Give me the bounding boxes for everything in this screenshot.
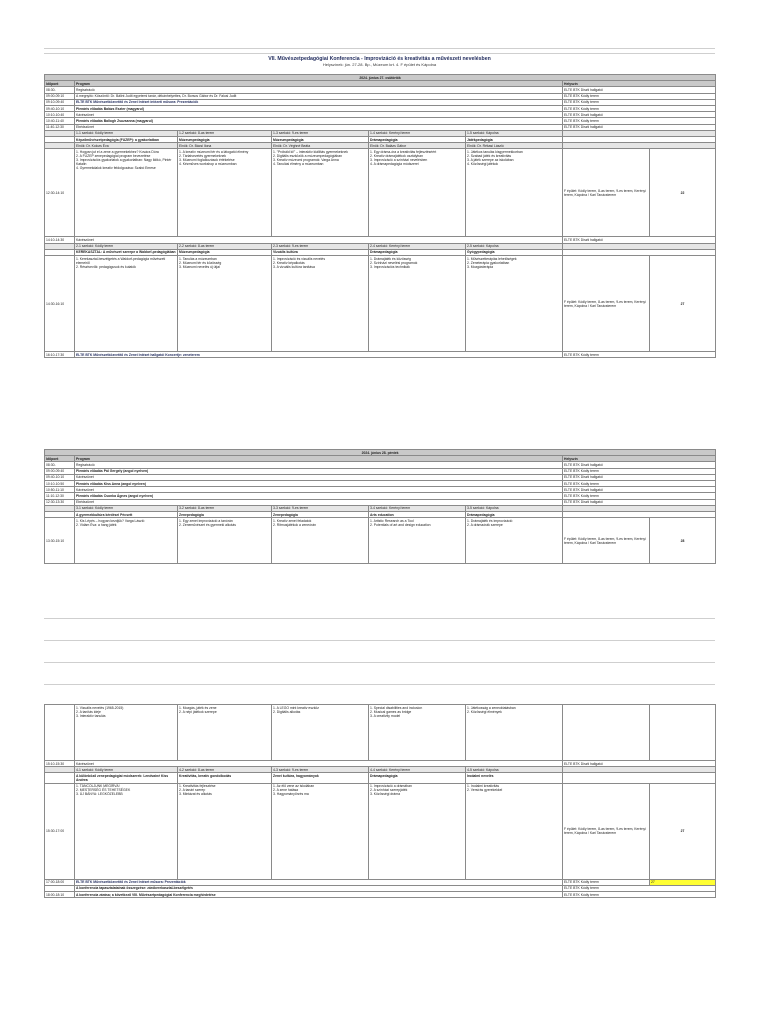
table-row <box>45 352 716 358</box>
section-label: 2-2 szekció: 8-as terem <box>178 243 272 249</box>
room-cell: ELTE BTK Kódly terem <box>563 468 716 474</box>
attendance-count: 22 <box>650 149 716 237</box>
program-cell: ELTE BTK Művészetközvetítő és Zenei Intézet intézeti műsora: Prezentációk <box>75 99 563 105</box>
talk-list: 1. A kreatív múzeumi tér és a látogatói élmény 2. Tárlatvezetés gyermekeknek 3. Múzeumi foglalkozások értékelése 4. Kézműves workshop a múzeumban <box>178 149 272 237</box>
section-topic: Zenei kultúra, hagyományok <box>272 773 369 783</box>
talks-row <box>45 783 716 879</box>
section-topic: Múzeumpedagógia <box>178 137 272 143</box>
section-topic: Vizuális kultúra <box>272 249 369 255</box>
room-cell: ELTE BTK Kódly terem <box>563 879 650 885</box>
talk-list: 1. Játékosság a zeneoktatásban 2. Közösségi élmények <box>466 705 563 761</box>
time-cell: 16:10-17:30 <box>45 352 75 358</box>
room-cell: ELTE BTK Kódly terem <box>563 493 716 499</box>
time-cell: 09:00-09:40 <box>45 468 75 474</box>
section-topic: Drámapedagógia <box>369 249 466 255</box>
room-header: Helyszín <box>563 81 716 87</box>
section-label: 1-2 szekció: 8-as terem <box>178 130 272 136</box>
program-cell: Plenáris előadás Balázs Eszter (magyarul) <box>75 106 563 112</box>
program-cell: Plenáris előadás Csonka Ágnes (angol nyelven) <box>75 493 563 499</box>
section-label: 2-4 szekció: Kerényi terem <box>369 243 466 249</box>
section-label: 2-5 szekció: Kápolna <box>466 243 563 249</box>
section-label: 4-3 szekció: 9-es terem <box>272 767 369 773</box>
section-topic: Drámapedagógia <box>369 137 466 143</box>
gridline <box>44 640 715 641</box>
time-cell: 08:30- <box>45 462 75 468</box>
highlighted-cell: 27 <box>650 879 716 885</box>
time-cell: 08:30- <box>45 87 75 93</box>
time-cell: 14:30-16:10 <box>45 256 75 352</box>
time-cell: 09:10-09:40 <box>45 99 75 105</box>
room-cell: ELTE BTK Kódly terem <box>563 892 716 898</box>
time-cell: 17:00-18:00 <box>45 879 75 885</box>
talks-row <box>45 705 716 761</box>
day1-schedule-table <box>44 74 716 358</box>
section-label: 3-5 szekció: Kápolna <box>466 505 563 511</box>
time-cell: 10:10-10:40 <box>45 112 75 118</box>
program-cell: Kávészünet <box>75 487 563 493</box>
room-cell: ELTE BTK Díszti hallgatói <box>563 124 716 130</box>
section-chair: Elnök: Dr. Kolozs Éva <box>75 143 178 149</box>
section-topic: Zenepedagógia <box>178 512 272 518</box>
program-cell: Ebédszünet <box>75 499 563 505</box>
gridline <box>44 48 715 49</box>
attendance-count: 27 <box>650 256 716 352</box>
time-header: Időpont <box>45 81 75 87</box>
talk-list: 1. Hogyan jut el a zene a gyermekekhez? Kovács Dóra 2. A FUZEP zenepedagógiai program bevezetése 3. Improvizációs gyakorlatok a gyakorlatban: Nagy Ildikó, Pintér Katalin 4. Gyermekdalok kreatív feldolgozása: Szabó Emese <box>75 149 178 237</box>
program-cell: Kávészünet <box>75 761 563 767</box>
room-header: Helyszín <box>563 456 716 462</box>
room-cell: ELTE BTK Kódly terem <box>563 93 716 99</box>
talks-row <box>45 149 716 237</box>
section-topic: Drámapedagógia <box>466 512 563 518</box>
time-cell: 09:40-10:10 <box>45 106 75 112</box>
section-label: 1-3 szekció: 9-es terem <box>272 130 369 136</box>
room-cell: ELTE BTK Díszti hallgatói <box>563 487 716 493</box>
section-topic: Múzeumpedagógia <box>272 137 369 143</box>
talk-list: 1. Special disabilities and inclusion 2. Musical games as bridge 3. A creativity model <box>369 705 466 761</box>
room-cell: ELTE BTK Díszti hallgatói <box>563 474 716 480</box>
time-cell: 09:40-10:10 <box>45 474 75 480</box>
room-cell: ELTE BTK Díszti hallgatói <box>563 87 716 93</box>
talk-list: 1. Kis Lépés – hogyan kezdjük? Varga László 2. Vidám Éva: a hang játék <box>75 518 178 564</box>
section-label: 1-5 szekció: Kápolna <box>466 130 563 136</box>
section-topic: Játékpedagógia <box>466 137 563 143</box>
time-cell: 10:40-11:40 <box>45 118 75 124</box>
section-topic: Irodalmi nevelés <box>466 773 563 783</box>
talk-list: 1. Mozgás, játék és zene 2. A népi játékok szerepe <box>178 705 272 761</box>
section-topic: Gyógypedagógia <box>466 249 563 255</box>
talk-list: 1. Művészetterápiás lehetőségek 2. Zeneterápia gyakorlatban 3. Mozgásterápia <box>466 256 563 352</box>
section-topic: Kreativitás, kreatív gondolkodás <box>178 773 272 783</box>
program-cell: Kávészünet <box>75 112 563 118</box>
section-topic-row <box>45 773 716 783</box>
time-header: Időpont <box>45 456 75 462</box>
section-topic: Arts education <box>369 512 466 518</box>
day-title: 2024. június 28. péntek <box>45 450 716 456</box>
talk-list: 1. Kreatív zenei feladatok 2. Ritmusjátékok a zeneórán <box>272 518 369 564</box>
talk-list: 1. TÁNCOLJUNK MEGÍRVA! 2. MESTERSÉG ÉS TEHETSÉGEK 3. ÚJ BÁNYA: LEGKÖZELEBB <box>75 783 178 879</box>
day-title: 2024. június 27. csütörtök <box>45 75 716 81</box>
section-chair: Elnök: Dr. Bácsi Ilona <box>178 143 272 149</box>
room-cell: ELTE BTK Kódly terem <box>563 352 716 358</box>
talk-list: 1. Drámajáték és közösség 2. Színházi nevelési programok 3. Improvizációs technikák <box>369 256 466 352</box>
talks-row <box>45 256 716 352</box>
talk-list: 1. "Próbáld ki!" – interaktív kiállítás gyermekeknek 2. Digitális eszközök a múzeumpedagógiában 3. Kreatív múzeumi programok: Varga Anna 4. Tanulási élmény a múzeumban <box>272 149 369 237</box>
section-topic: Drámapedagógia <box>369 773 466 783</box>
time-cell: 11:40-12:30 <box>45 124 75 130</box>
program-cell: Regisztráció <box>75 87 563 93</box>
section-chair: Elnök: Dr. Véghné Beáta <box>272 143 369 149</box>
room-cell: ELTE BTK Díszti hallgatói <box>563 462 716 468</box>
time-cell: 10:50-11:10 <box>45 487 75 493</box>
section-label: 3-2 szekció: 8-as terem <box>178 505 272 511</box>
talk-list: 1. Az élő zene az iskolában 2. A zene hatása 3. Hagyományőrzés ma <box>272 783 369 879</box>
room-cell: F épület: Kódly terem, 8-as terem, 9-es terem, Kerényi terem, Kápolna / Kari Tanácsterem <box>563 783 650 879</box>
time-cell: 12:30-13:30 <box>45 499 75 505</box>
attendance-count: 27 <box>650 783 716 879</box>
room-cell: F épület: Kódly terem, 8-as terem, 9-es terem, Kerényi terem, Kápolna / Kari Tanácsterem <box>563 518 650 564</box>
room-cell: ELTE BTK Kódly terem <box>563 118 716 124</box>
talk-list: 1. Tanulás a múzeumban 2. Múzeumi tér és közösség 3. Múzeumi nevelés új útjai <box>178 256 272 352</box>
section-label: 1-4 szekció: Kerényi terem <box>369 130 466 136</box>
section-label: 3-3 szekció: 9-es terem <box>272 505 369 511</box>
document-subtitle: Helyszínek: jún. 27-28. Bp., Múzeum krt. 4. F épület és Kápolna <box>322 62 437 67</box>
room-cell: ELTE BTK Díszti hallgatói <box>563 499 716 505</box>
table-row <box>45 892 716 898</box>
program-cell: ELTE BTK Művészetközvetítő és Zenei Intézet hallgatói Koncertje: zeneterem <box>75 352 563 358</box>
time-cell: 18:00-18:10 <box>45 892 75 898</box>
section-topic: Képzőművészetpedagógia (FUZEP): a gyakorlatban <box>75 137 178 143</box>
section-label: 4-2 szekció: 8-as terem <box>178 767 272 773</box>
program-cell: Regisztráció <box>75 462 563 468</box>
talk-list: 1. Vizuális nevelés (1965-2015) 2. A tanítás ideje 3. Interaktív tanulás <box>75 705 178 761</box>
room-cell: ELTE BTK Kódly terem <box>563 106 716 112</box>
section-topic: KEREKASZTAL: A művészet szerepe a Waldorf-pedagógiában <box>76 250 176 255</box>
program-cell: ELTE BTK Művészetközvetítő és Zenei Intézet műsora: Prezentációk <box>75 879 563 885</box>
gridline <box>44 662 715 663</box>
talk-list: 1. Improvizáció és vizuális nevelés 2. Kreatív képalkotás 3. A vizuális kultúra tanítása <box>272 256 369 352</box>
room-cell: ELTE BTK Kódly terem <box>563 99 716 105</box>
section-chair: Elnök: Dr. Rékasi László <box>466 143 563 149</box>
time-cell: 11:10-12:30 <box>45 493 75 499</box>
day2-continued-table <box>44 704 716 898</box>
program-cell: Plenáris előadás Pál Gergely (angol nyelven) <box>75 468 563 474</box>
section-topic: A gyermekkultúra kérdései Pécsett <box>75 512 178 518</box>
day2-schedule-table <box>44 449 716 564</box>
room-cell: ELTE BTK Díszti hallgatói <box>563 112 716 118</box>
talk-list: 1. Egy zenei improvizáció a tanórán 2. Zeneművészet és gyermeki alkotás <box>178 518 272 564</box>
gridline <box>44 53 715 54</box>
attendance-count: 28 <box>650 518 716 564</box>
program-cell: Ebédszünet <box>75 124 563 130</box>
document-title: VII. Művészetpedagógiai Konferencia - Improvizáció és kreativitás a művészeti nevelésben <box>268 56 491 62</box>
time-cell: 09:00-09:10 <box>45 93 75 99</box>
talk-list: 1. Irodalmi kreativitás 2. Versírás gyerekekkel <box>466 783 563 879</box>
time-cell: 15:10-15:30 <box>45 761 75 767</box>
talk-list: 1. Játékos tanulás kisgyermekkorban 2. Szabad játék és kreativitás 3. A játék szerepe az iskolában 4. Közösségi játékok <box>466 149 563 237</box>
talk-list: 1. Egy dráma-óra a kreativitás fejlesztéséért 2. Kreatív drámajátékok osztályban 3. Improvizáció a színházi nevelésben 4. A drámapedagógia módszerei <box>369 149 466 237</box>
section-label: 3-4 szekció: Kerényi terem <box>369 505 466 511</box>
talk-list: 1. Kreativitás fejlesztése 2. A tanári szerep 3. Mintázat és alkotás <box>178 783 272 879</box>
program-cell: Kávészünet <box>75 237 563 243</box>
section-label: 1-1 szekció: Kódly terem <box>75 130 178 136</box>
section-label: 3-1 szekció: Kódly terem <box>75 505 178 511</box>
talk-list: 1. Kerekasztal-beszélgetés a Waldorf-pedagógia művészeti elemeiről 2. Résztvevők: pedagógusok és kutatók <box>75 256 178 352</box>
time-cell: 13:30-15:10 <box>45 518 75 564</box>
room-cell: ELTE BTK Díszti hallgatói <box>563 761 716 767</box>
section-topic: A különböző zenepedagógiai módszerek: Lendvainé Kiss Andrea <box>75 773 178 783</box>
talk-list: 1. Drámajáték és improvizáció 2. A drámaórák szerepe <box>466 518 563 564</box>
program-cell: A konferencia tapasztalatainak összegzése: zárókerekasztal-beszélgetés <box>75 885 563 891</box>
room-cell: F épület: Kódly terem, 8-as terem, 9-es terem, Kerényi terem, Kápolna / Kari Tanácsterem <box>563 149 650 237</box>
program-cell: A konferencia zárása; a következő VIII. Művészetpedagógiai Konferencia meghirdetése <box>75 892 563 898</box>
talks-row <box>45 518 716 564</box>
room-cell: ELTE BTK Kódly terem <box>563 885 716 891</box>
program-cell: Plenáris előadás Kiss Anna (angol nyelven) <box>75 481 563 487</box>
section-label: 2-3 szekció: 9-es terem <box>272 243 369 249</box>
section-label: 4-1 szekció: Kódly terem <box>75 767 178 773</box>
section-topic: Zenepedagógia <box>272 512 369 518</box>
time-cell: 10:10-10:50 <box>45 481 75 487</box>
room-cell: ELTE BTK Díszti hallgatói <box>563 237 716 243</box>
talk-list: 1. Artistic Research as a Tool 2. Potentials of art and design education <box>369 518 466 564</box>
gridline <box>44 684 715 685</box>
program-cell: Plenáris előadás Ballogh Zsuzsanna (magyarul) <box>75 118 563 124</box>
time-cell: 15:30-17:00 <box>45 783 75 879</box>
section-label: 4-4 szekció: Kerényi terem <box>369 767 466 773</box>
room-cell: F épület: Kódly terem, 8-as terem, 9-es terem, Kerényi terem, Kápolna / Kari Tanácsterem <box>563 256 650 352</box>
room-cell: ELTE BTK Kódly terem <box>563 481 716 487</box>
talk-list: 1. Improvizáció a drámában 2. A színházi szerepjáték 3. Közösségi dráma <box>369 783 466 879</box>
program-cell: Kávészünet <box>75 474 563 480</box>
section-topic: Múzeumpedagógia <box>178 249 272 255</box>
program-header: Program <box>75 456 563 462</box>
document-header <box>44 56 715 67</box>
time-cell: 12:30-14:10 <box>45 149 75 237</box>
talk-list: 1. A LEGO mint kreatív eszköz 2. Digitális alkotás <box>272 705 369 761</box>
program-cell: A megnyitó: Köszöntő: Dr. Bálint Judit egyetemi tanár, dékánhelyettes, Dr. Borsos Gábor és Dr. Falusi Judit <box>75 93 563 99</box>
program-header: Program <box>75 81 563 87</box>
section-chair: Elnök: Dr. Balázs Gábor <box>369 143 466 149</box>
section-label: 4-5 szekció: Kápolna <box>466 767 563 773</box>
gridline <box>44 618 715 619</box>
time-cell: 14:10-14:30 <box>45 237 75 243</box>
section-label: 2-1 szekció: Kódly terem <box>75 243 178 249</box>
